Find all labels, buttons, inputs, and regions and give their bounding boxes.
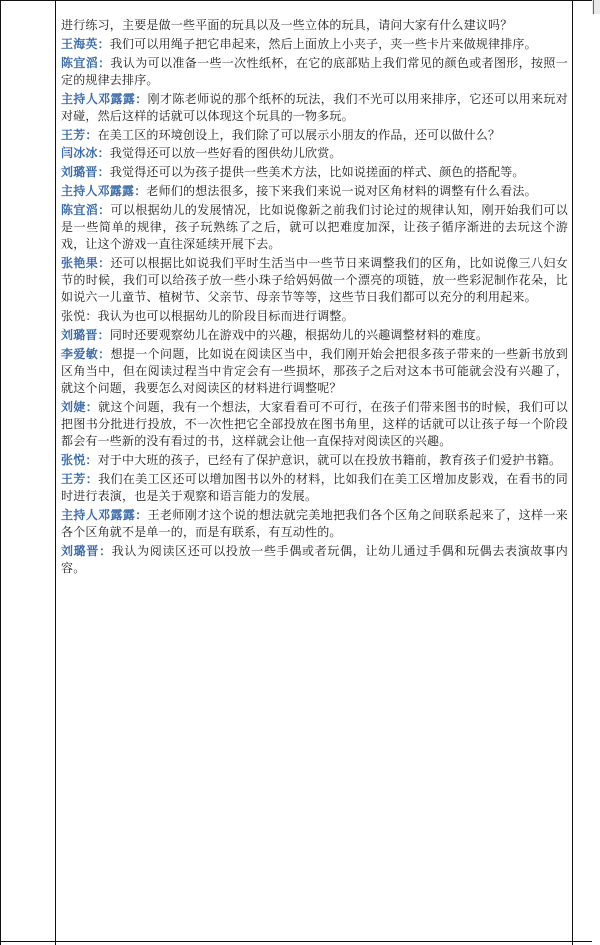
paragraph-text: 可以根据幼儿的发展情况，比如说像新之前我们讨论过的规律认知，刚开始我们可以是一些简单的规律，孩子玩熟练了之后，就可以把难度加深，让孩子循序渐进的去玩这个游戏，让这个游戏一直往深延续开展下去。 bbox=[61, 202, 568, 252]
speaker-name: 主持人邓露露 bbox=[61, 183, 135, 198]
transcript-paragraph bbox=[61, 507, 568, 541]
transcript-paragraph bbox=[61, 183, 568, 200]
speaker-name: 李爱敏 bbox=[61, 346, 99, 361]
speaker-separator: ： bbox=[85, 309, 98, 324]
speaker-separator: ： bbox=[99, 543, 112, 558]
speaker-separator: ： bbox=[97, 165, 110, 180]
speaker-separator: ： bbox=[85, 127, 98, 142]
speaker-name: 王芳 bbox=[61, 127, 86, 142]
paragraph-text: 我觉得还可以为孩子提供一些美术方法，比如说搓面的样式、颜色的搭配等。 bbox=[109, 165, 525, 180]
speaker-name: 刘婕 bbox=[61, 399, 86, 414]
speaker-name: 张悦 bbox=[61, 309, 86, 324]
paragraph-text: 我认为阅读区还可以投放一些手偶或者玩偶，让幼儿通过手偶和玩偶去表演故事内容。 bbox=[61, 543, 568, 576]
paragraph-text: 我们可以用绳子把它串起来，然后上面放上小夹子，夹一些卡片来做规律排序。 bbox=[109, 36, 537, 51]
transcript-paragraph bbox=[61, 471, 568, 505]
transcript-paragraph bbox=[61, 327, 568, 344]
speaker-name: 王芳 bbox=[61, 471, 86, 486]
transcript-paragraph bbox=[61, 145, 568, 162]
speaker-name: 闫冰冰 bbox=[61, 146, 98, 161]
paragraph-text: 我认为也可以根据幼儿的阶段目标而进行调整。 bbox=[97, 309, 354, 324]
transcript-paragraph bbox=[61, 255, 568, 307]
transcript-paragraph bbox=[61, 202, 568, 254]
page-corner-mark bbox=[593, 0, 594, 14]
paragraph-text: 我们在美工区还可以增加图书以外的材料，比如我们在美工区增加皮影戏，在看书的同时进行表演，也是关于观察和语言能力的发展。 bbox=[61, 471, 569, 504]
paragraph-text: 同时还要观察幼儿在游戏中的兴趣，根据幼儿的兴趣调整材料的难度。 bbox=[109, 327, 489, 342]
table-bottom-border bbox=[0, 941, 592, 942]
speaker-name: 陈宜滔 bbox=[61, 55, 99, 70]
speaker-name: 张悦 bbox=[61, 453, 86, 468]
meeting-transcript bbox=[61, 17, 568, 579]
speaker-separator: ： bbox=[97, 146, 110, 161]
transcript-paragraph bbox=[61, 399, 568, 451]
speaker-separator: ： bbox=[98, 202, 111, 217]
paragraph-text: 在美工区的环境创设上，我们除了可以展示小朋友的作品，还可以做什么？ bbox=[97, 127, 501, 142]
paragraph-text: 进行练习，主要是做一些平面的玩具以及一些立体的玩具，请问大家有什么建议吗？ bbox=[61, 18, 513, 32]
speaker-separator: ： bbox=[85, 453, 98, 468]
paragraph-text: 就这个问题，我有一个想法，大家看看可不可行，在孩子们带来图书的时候，我们可以把图书分批进行投放，不一次性把它全部投放在图书角里，这样的话就可以让孩子每一个阶段都会有一些新的没有看过的书，这样就会让他一直保持对阅读区的兴趣。 bbox=[61, 399, 569, 449]
speaker-separator: ： bbox=[98, 346, 111, 361]
speaker-name: 刘璐晋 bbox=[61, 543, 100, 558]
paragraph-text: 刚才陈老师说的那个纸杯的玩法，我们不光可以用来排序，它还可以用来玩对对碰，然后这样的话就可以体现这个玩具的一物多玩。 bbox=[61, 91, 568, 123]
paragraph-text: 我觉得还可以放一些好看的图供幼儿欣赏。 bbox=[109, 146, 342, 161]
speaker-separator: ： bbox=[135, 507, 148, 522]
table-right-border bbox=[572, 0, 573, 945]
transcript-paragraph bbox=[61, 452, 568, 469]
speaker-name: 主持人邓露露 bbox=[61, 507, 136, 522]
transcript-paragraph bbox=[61, 91, 568, 125]
transcript-paragraph bbox=[61, 308, 568, 325]
transcript-paragraph bbox=[61, 17, 568, 34]
paragraph-text: 还可以根据比如说我们平时生活当中一些节日来调整我们的区角，比如说像三八妇女节的时候，我们可以给孩子放一些小珠子给妈妈做一个漂亮的项链，放一些彩泥制作花朵，比如说六一儿童节、植树节、父亲节、母亲节等等，这些节日我们都可以充分的利用起来。 bbox=[61, 255, 568, 305]
speaker-separator: ： bbox=[98, 255, 111, 270]
table-column-divider bbox=[55, 0, 56, 945]
speaker-name: 王海英 bbox=[61, 36, 98, 51]
paragraph-text: 对于中大班的孩子，已经有了保护意识，就可以在投放书籍前，教育孩子们爱护书籍。 bbox=[97, 453, 562, 468]
speaker-separator: ： bbox=[135, 91, 148, 106]
speaker-name: 主持人邓露露 bbox=[61, 91, 136, 106]
paragraph-text: 想提一个问题，比如说在阅读区当中，我们刚开始会把很多孩子带来的一些新书放到区角当中，但在阅读过程当中肯定会有一些损坏，那孩子之后对这本书可能就会没有兴趣了，就这个问题，我要怎么对阅读区的材料进行调整呢？ bbox=[61, 346, 568, 396]
paragraph-text: 老师们的想法很多，接下来我们来说一说对区角材料的调整有什么看法。 bbox=[146, 183, 537, 198]
table-left-border bbox=[0, 0, 1, 945]
speaker-separator: ： bbox=[85, 471, 99, 486]
speaker-separator: ： bbox=[85, 399, 99, 414]
speaker-separator: ： bbox=[97, 36, 110, 51]
speaker-name: 张艳果 bbox=[61, 255, 99, 270]
transcript-paragraph bbox=[61, 55, 568, 89]
speaker-name: 刘璐晋 bbox=[61, 327, 98, 342]
speaker-separator: ： bbox=[134, 183, 147, 198]
speaker-name: 刘璐晋 bbox=[61, 165, 98, 180]
transcript-paragraph bbox=[61, 127, 568, 144]
speaker-name: 陈宜滔 bbox=[61, 202, 99, 217]
transcript-paragraph bbox=[61, 164, 568, 181]
transcript-paragraph bbox=[61, 36, 568, 53]
transcript-paragraph bbox=[61, 346, 568, 398]
table-top-border bbox=[0, 0, 592, 1]
transcript-paragraph bbox=[61, 543, 568, 577]
paragraph-text: 我认为可以准备一些一次性纸杯，在它的底部贴上我们常见的颜色或者图形，按照一定的规律去排序。 bbox=[61, 55, 568, 87]
paragraph-text: 王老师刚才这个说的想法就完美地把我们各个区角之间联系起来了，这样一来各个区角就不是单一的，而是有联系，有互动性的。 bbox=[61, 507, 568, 540]
speaker-separator: ： bbox=[98, 55, 111, 70]
speaker-separator: ： bbox=[97, 327, 110, 342]
